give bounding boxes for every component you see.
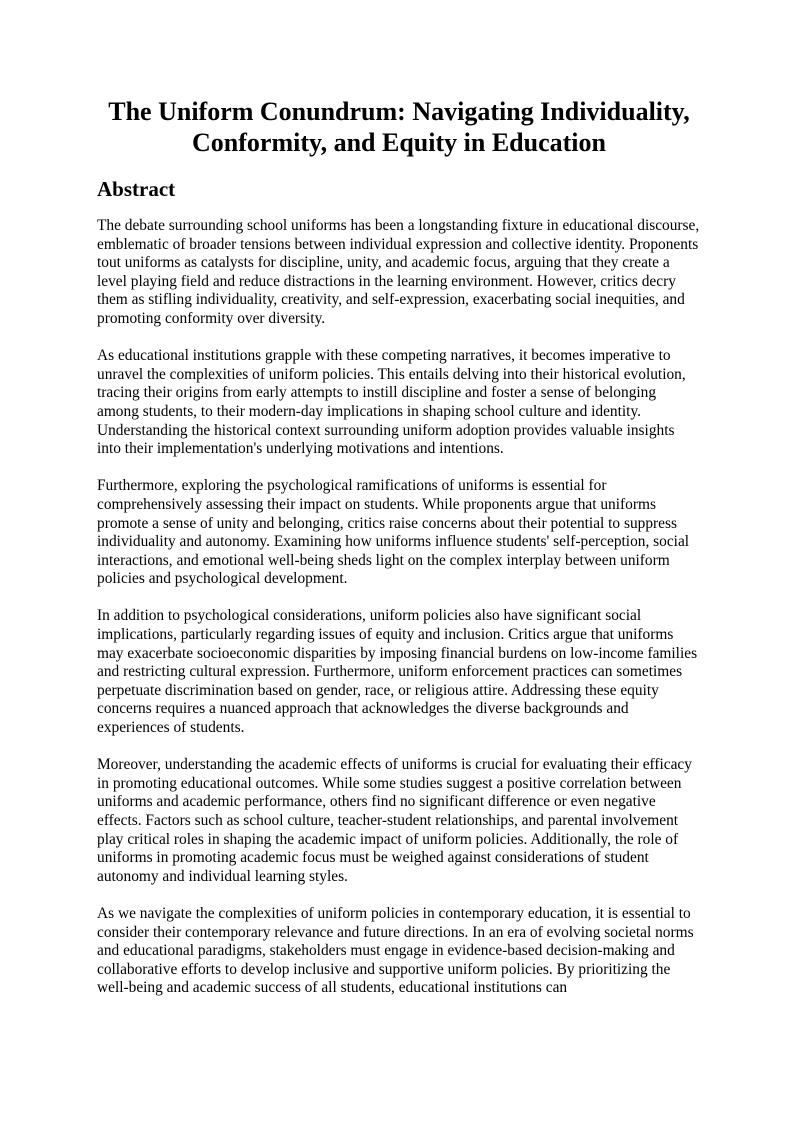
abstract-paragraph: Moreover, understanding the academic effects of uniforms is crucial for evaluating their efficacy in promoting educational outcomes. While some studies suggest a positive correlation between uniforms and academic performance, others find no significant difference or even negative effects. Factors such as school culture, teacher-student relationships, and parental involvement play critical roles in shaping the academic impact of uniform policies. Additionally, the role of uniforms in promoting academic focus must be weighed against considerations of student autonomy and individual learning styles. xyxy=(97,756,692,885)
abstract-paragraph: As educational institutions grapple with these competing narratives, it becomes imperative to unravel the complexities of uniform policies. This entails delving into their historical evolution, tracing their origins from early attempts to instill discipline and foster a sense of belonging among students, to their modern-day implications in shaping school culture and identity. Understanding the historical context surrounding uniform adoption provides valuable insights into their implementation's underlying motivations and intentions. xyxy=(97,347,686,458)
abstract-paragraph: As we navigate the complexities of uniform policies in contemporary education, it is essential to consider their contemporary relevance and future directions. In an era of evolving societal norms and educational paradigms, stakeholders must engage in evidence-based decision-making and collaborative efforts to develop inclusive and supportive uniform policies. By prioritizing the well-being and academic success of all students, educational institutions can xyxy=(97,904,694,997)
abstract-paragraph: The debate surrounding school uniforms has been a longstanding fixture in educational discourse, emblematic of broader tensions between individual expression and collective identity. Proponents tout uniforms as catalysts for discipline, unity, and academic focus, arguing that they create a level playing field and reduce distractions in the learning environment. However, critics decry them as stifling individuality, creativity, and self-expression, exacerbating social inequities, and promoting conformity over diversity. xyxy=(97,217,700,327)
document-title: The Uniform Conundrum: Navigating Individuality, Conformity, and Equity in Education xyxy=(108,97,690,157)
document-page xyxy=(97,96,701,998)
abstract-body xyxy=(97,217,701,998)
abstract-paragraph: Furthermore, exploring the psychological ramifications of uniforms is essential for comprehensively assessing their impact on students. While proponents argue that uniforms promote a sense of unity and belonging, critics raise concerns about their potential to suppress individuality and autonomy. Examining how uniforms influence students' self-perception, social interactions, and emotional well-being sheds light on the complex interplay between uniform policies and psychological development. xyxy=(97,477,690,588)
abstract-heading: Abstract xyxy=(97,177,176,201)
abstract-paragraph: In addition to psychological considerations, uniform policies also have significant social implications, particularly regarding issues of equity and inclusion. Critics argue that uniforms may exacerbate socioeconomic disparities by imposing financial burdens on low-income families and restricting cultural expression. Furthermore, uniform enforcement practices can sometimes perpetuate discrimination based on gender, race, or religious attire. Addressing these equity concerns requires a nuanced approach that acknowledges the diverse backgrounds and experiences of students. xyxy=(97,607,698,737)
